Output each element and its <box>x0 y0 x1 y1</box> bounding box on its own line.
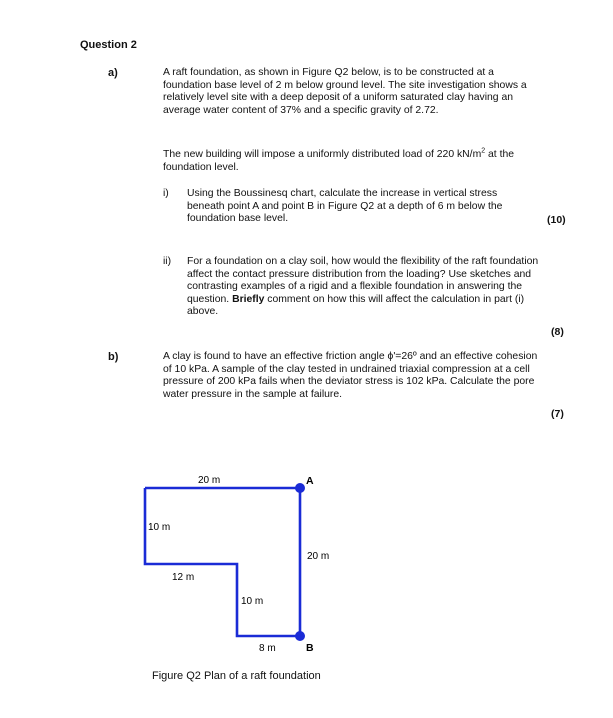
dim-left-label: 10 m <box>148 522 171 533</box>
point-b-label: B <box>306 642 314 654</box>
load-text: The new building will impose a uniformly distributed load of 220 kN/m <box>163 149 482 160</box>
part-a-label: a) <box>108 67 118 79</box>
point-a-label: A <box>306 475 314 487</box>
load-superscript: 2 <box>481 147 486 155</box>
sub-i-marks: (10) <box>547 214 566 226</box>
point-b-marker <box>295 631 305 641</box>
raft-outline <box>145 488 300 636</box>
part-a-intro: A raft foundation, as shown in Figure Q2 below, is to be constructed at a foundation base level of 2 m below ground level. The site investigation shows a relatively level site with a deep deposit of a uniform saturated clay having an average water content of 37% and a specific gravity of 2.72. <box>163 67 527 116</box>
sub-ii-text-before: For a foundation on a clay soil, how would the flexibility of the raft foundation affect the contact pressure distribution from the loading? Use sketches and contrasting examples of a rigid and a flexible foundation in answering the question. <box>187 256 539 305</box>
dim-bottom-label: 8 m <box>259 643 276 654</box>
sub-ii-text-bold: Briefly <box>232 293 265 305</box>
part-b-label: b) <box>108 351 119 363</box>
question-heading: Question 2 <box>80 39 137 51</box>
point-a-marker <box>295 483 305 493</box>
sub-ii-marks: (8) <box>551 326 564 338</box>
part-b-text: A clay is found to have an effective friction angle ϕ'=26º and an effective cohesion of 10 kPa. A sample of the clay tested in undrained triaxial compression at a cell pressure of 200 kPa fails when the deviator stress is 102 kPa. Calculate the pore water pressure in the sample at failure. <box>163 351 538 400</box>
load-text-end: at the foundation level. <box>163 149 515 173</box>
dim-inner-vertical-label: 10 m <box>241 596 264 607</box>
dim-top-label: 20 m <box>198 475 221 486</box>
figure-caption: Figure Q2 Plan of a raft foundation <box>152 670 321 682</box>
dim-inner-horizontal-label: 12 m <box>172 572 195 583</box>
sub-ii-label: ii) <box>163 256 172 267</box>
sub-i-label: i) <box>163 188 169 199</box>
dim-right-label: 20 m <box>307 551 330 562</box>
part-b-marks: (7) <box>551 408 564 420</box>
sub-i-text: Using the Boussinesq chart, calculate the increase in vertical stress beneath point A and point B in Figure Q2 at a depth of 6 m below the foundation base level. <box>187 188 503 225</box>
sub-ii-text-after: comment on how this will affect the calculation in part (i) above. <box>187 293 525 318</box>
